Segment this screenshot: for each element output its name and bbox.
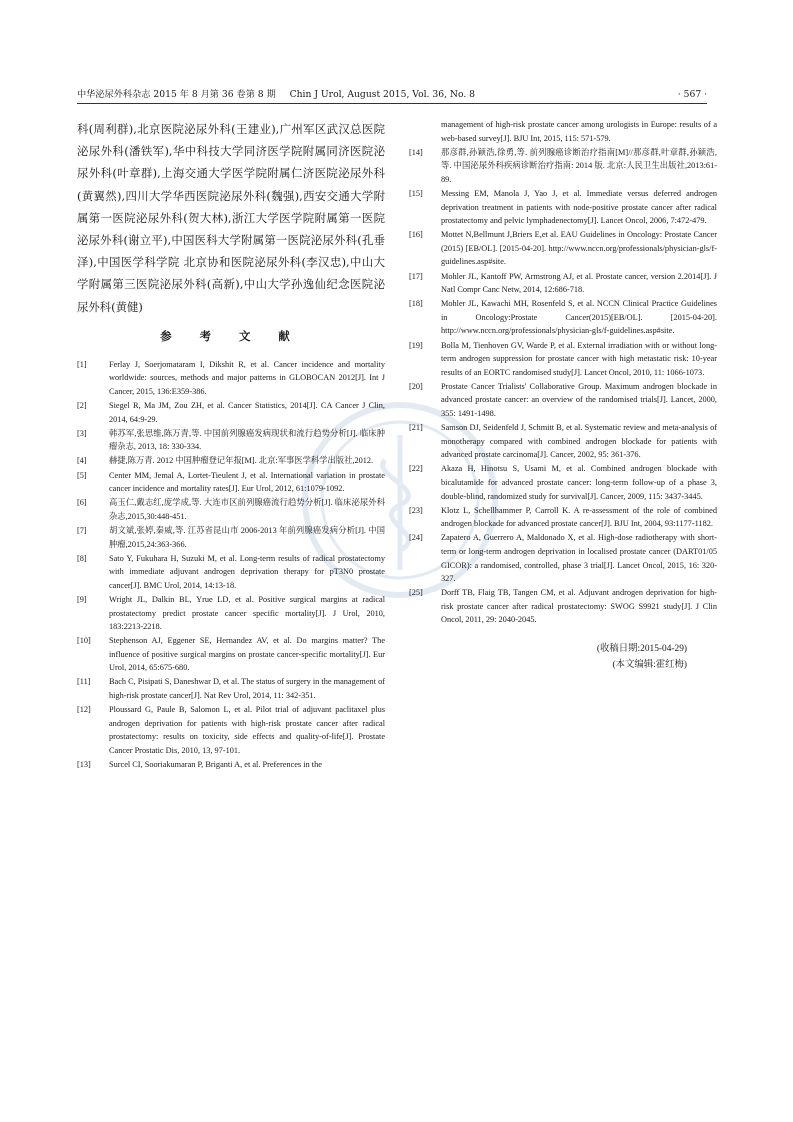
reference-text: Dorff TB, Flaig TB, Tangen CM, et al. Adjuvant androgen deprivation for high-risk prostate cancer after radical prostatectomy: SWOG S9921 study[J]. J Clin Oncol, 2011, 29: 2040-2045. xyxy=(441,588,717,625)
reference-number: [1] xyxy=(77,359,87,369)
reference-item xyxy=(77,675,385,702)
reference-item xyxy=(409,421,717,462)
reference-item xyxy=(409,504,717,531)
reference-text: Surcel CI, Sooriakumaran P, Briganti A, et al. Preferences in the xyxy=(109,760,322,770)
references-heading: 参 考 文 献 xyxy=(160,328,302,343)
reference-text: 胡文斌,张婷,秦威,等. 江苏省昆山市 2006-2013 年前列腺癌发病分析[J]. 中国肿瘤,2015,24:363-366. xyxy=(109,525,385,549)
reference-item xyxy=(409,462,717,503)
reference-text: management of high-risk prostate cancer among urologists in Europe: results of a web-based survey[J]. BJU Int, 2015, 115: 571-579. xyxy=(441,120,717,143)
reference-text: Center MM, Jemal A, Lortet-Tieulent J, et al. International variation in prostate cancer incidence and mortality rates[J]. Eur Urol, 2012, 61:1079-1092. xyxy=(109,470,385,494)
running-header xyxy=(77,88,707,102)
reference-number: [15] xyxy=(409,188,423,198)
reference-item xyxy=(77,593,385,634)
reference-text: Prostate Cancer Trialists' Collaborative Group. Maximum androgen blockade in advanced prostate cancer: an overview of the randomised trials[J]. Lancet, 2000, 355: 1491-1498. xyxy=(441,381,717,418)
reference-text: 那彦群,孙颖浩,徐勇,等. 前列腺癌诊断治疗指南[M]//那彦群,叶章群,孙颖浩,等. 中国泌尿外科疾病诊断治疗指南: 2014 版. 北京:人民卫生出版社,2013:61-89. xyxy=(441,147,717,184)
reference-text: Mohler JL, Kantoff PW, Armstrong AJ, et al. Prostate cancer, version 2.2014[J]. J Natl Compr Canc Netw, 2014, 12:686-718. xyxy=(441,271,717,295)
reference-number: [12] xyxy=(77,705,91,715)
references-list-right xyxy=(409,146,717,627)
journal-title-cn: 中华泌尿外科杂志 2015 年 8 月第 36 卷第 8 期 xyxy=(77,89,276,100)
reference-item xyxy=(77,634,385,675)
reference-number: [5] xyxy=(77,470,87,480)
reference-item xyxy=(409,380,717,421)
reference-item xyxy=(409,297,717,338)
header-rule xyxy=(77,103,707,104)
reference-number: [11] xyxy=(77,677,91,687)
reference-item xyxy=(77,469,385,496)
reference-number: [22] xyxy=(409,464,423,474)
reference-item xyxy=(409,531,717,585)
reference-item xyxy=(77,758,385,772)
reference-item xyxy=(77,358,385,399)
reference-text: 高玉仁,戴志红,庞学成,等. 大连市区前列腺癌流行趋势分析[J]. 临床泌尿外科杂志,2015,30:448-451. xyxy=(109,498,385,521)
reference-number: [8] xyxy=(77,553,87,563)
reference-item xyxy=(409,339,717,380)
editor-note: (本文编辑:霍红梅) xyxy=(612,659,687,670)
reference-number: [3] xyxy=(77,428,87,438)
reference-item xyxy=(77,427,385,454)
reference-text: Ploussard G, Paule B, Salomon L, et al. Pilot trial of adjuvant paclitaxel plus androgen deprivation for patients with high-risk prostate cancer after radical prostatectomy: results on toxicity, side effects and quality-of-life[J]. Prostate Cancer Prostatic Dis, 2010, 13, 97-101. xyxy=(109,705,385,755)
references-list-left xyxy=(77,358,385,772)
reference-text: 赫捷,陈万青. 2012 中国肿瘤登记年报[M]. 北京:军事医学科学出版社,2012. xyxy=(109,456,374,466)
reference-number: [10] xyxy=(77,636,91,646)
reference-text: Mohler JL, Kawachi MH, Rosenfeld S, et al. NCCN Clinical Practice Guidelines in Oncology:Prostate Cancer(2015)[EB/OL]. [2015-04-20]. http://www.nccn.org/professionals/physician-gls/f-guidelines.asp#site. xyxy=(441,299,717,336)
reference-number: [14] xyxy=(409,147,423,157)
reference-item xyxy=(409,187,717,228)
reference-item xyxy=(409,146,717,187)
reference-number: [4] xyxy=(77,456,87,466)
reference-number: [21] xyxy=(409,423,423,433)
reference-item xyxy=(77,703,385,757)
reference-text: Messing EM, Manola J, Yao J, et al. Immediate versus deferred androgen deprivation treatment in patients with node-positive prostate cancer after radical prostatectomy and pelvic lymphadenectomy[J]. Lancet Oncol, 2006, 7:472-479. xyxy=(441,188,717,226)
reference-text: Zapatero A, Guerrero A, Maldonado X, et al. High-dose radiotherapy with short-term or long-term androgen deprivation in localised prostate cancer (DART01/05 GICOR): a randomised, controlled, phase 3 trial[J]. Lancet Oncol, 2015, 16: 320-327. xyxy=(441,533,717,584)
reference-number: [16] xyxy=(409,230,423,240)
reference-text: Samson DJ, Seidenfeld J, Schmitt B, et al. Systematic review and meta-analysis of monotherapy compared with combined androgen blockade for patients with advanced prostate carcinoma[J]. Cancer, 2002, 95: 361-376. xyxy=(441,423,717,460)
right-column xyxy=(409,118,717,673)
reference-number: [13] xyxy=(77,760,91,770)
reference-continuation xyxy=(409,118,717,145)
reference-item xyxy=(409,586,717,627)
reference-number: [23] xyxy=(409,505,423,515)
reference-item xyxy=(77,552,385,593)
reference-number: [7] xyxy=(77,525,87,535)
reference-number: [9] xyxy=(77,594,87,604)
reference-text: Bach C, Pisipati S, Daneshwar D, et al. The status of surgery in the management of high-risk prostate cancer[J]. Nat Rev Urol, 2014, 11: 342-351. xyxy=(109,677,385,701)
reference-item xyxy=(409,228,717,269)
reference-text: Mottet N,Bellmunt J,Briers E,et al. EAU Guidelines in Oncology: Prostate Cancer (2015) [EB/OL]. [2015-04-20]. http://www.nccn.org/professionals/physician-gls/f-guidelines.asp#site. xyxy=(441,230,717,267)
reference-text: Bolla M, Tienhoven GV, Warde P, et al. External irradiation with or without long-term androgen suppression for prostate cancer with high metastatic risk: 10-year results of an EORTC randomised study[J]. Lancet Oncol, 2010, 11: 1066-1073. xyxy=(441,340,717,377)
reference-number: [20] xyxy=(409,381,423,391)
page-number: · 567 · xyxy=(677,89,707,100)
reference-text: Siegel R, Ma JM, Zou ZH, et al. Cancer Statistics, 2014[J]. CA Cancer J Clin, 2014, 64:9-29. xyxy=(109,401,385,424)
reference-number: [17] xyxy=(409,271,423,281)
reference-item xyxy=(77,454,385,468)
reference-text: Akaza H, Hinotsu S, Usami M, et al. Combined androgen blockade with bicalutamide for advanced prostate cancer: long-term follow-up of a phase 3, double-blind, randomized study for survival[J]. Cancer, 2009, 115: 3437-3445. xyxy=(441,464,717,501)
reference-number: [2] xyxy=(77,401,87,411)
received-date: (收稿日期:2015-04-29) xyxy=(596,643,687,654)
reference-text: Ferlay J, Soerjomataram I, Dikshit R, et al. Cancer incidence and mortality worldwide: sources, methods and major patterns in GLOBOCAN 2012[J]. Int J Cancer, 2015, 136:E359-386. xyxy=(109,359,385,397)
reference-number: [19] xyxy=(409,340,423,350)
reference-item xyxy=(409,270,717,297)
reference-item xyxy=(77,496,385,523)
reference-text: Stephenson AJ, Eggener SE, Hernandez AV, et al. Do margins matter? The influence of positive surgical margins on prostate cancer-specific mortality[J]. Eur Urol, 2014, 65:675-680. xyxy=(109,636,385,673)
reference-text: 韩苏军,张思维,陈万青,等. 中国前列腺癌发病现状和流行趋势分析[J]. 临床肿瘤杂志, 2013, 18: 330-334. xyxy=(109,428,385,452)
body-paragraph: 科(周利群),北京医院泌尿外科(王建业),广州军区武汉总医院泌尿外科(潘铁军),华中科技大学同济医学院附属同济医院泌尿外科(叶章群),上海交通大学医学院附属仁济医院泌尿外科(黄翼然),四川大学华西医院泌尿外科(魏强),西安交通大学附属第一医院泌尿外科(贺大林),浙江大学医学院附属第一医院泌尿外科(谢立平),中国医科大学附属第一医院泌尿外科(孔垂泽),中国医学科学院 北京协和医院泌尿外科(李汉忠),中山大学附属第三医院泌尿外科(高新),中山大学孙逸仙纪念医院泌尿外科(黄健) xyxy=(77,122,385,314)
reference-text: Wright JL, Dalkin BL, Yrue LD, et al. Positive surgical margins at radical prostatectomy predict prostate cancer specific mortality[J]. J Urol, 2010, 183:2213-2218. xyxy=(109,594,385,632)
reference-number: [6] xyxy=(77,498,87,508)
reference-number: [18] xyxy=(409,299,423,309)
reference-number: [24] xyxy=(409,533,423,543)
reference-item xyxy=(77,524,385,551)
left-column xyxy=(77,118,385,772)
journal-title-en: Chin J Urol, August 2015, Vol. 36, No. 8 xyxy=(289,89,476,100)
reference-number: [25] xyxy=(409,588,423,598)
reference-item xyxy=(77,399,385,426)
reference-text: Klotz L, Schellhammer P, Carroll K. A re-assessment of the role of combined androgen blockade for advanced prostate cancer[J]. BJU Int, 2004, 93:1177-1182. xyxy=(441,505,717,529)
reference-text: Sato Y, Fukuhara H, Suzuki M, et al. Long-term results of radical prostatectomy with immediate adjuvant androgen deprivation therapy for pT3N0 prostate cancer[J]. BMC Urol, 2014, 14:13-18. xyxy=(109,553,385,590)
